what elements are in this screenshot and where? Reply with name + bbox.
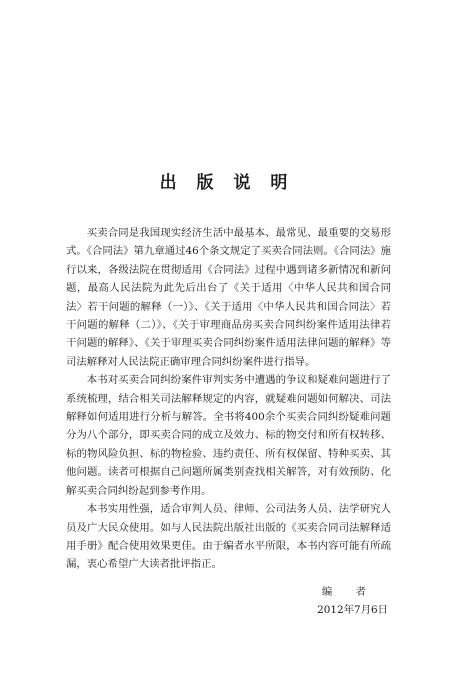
preface-body — [66, 224, 391, 574]
page-title: 出 版 说 明 — [159, 173, 295, 193]
signature-date: 2012年7月6日 — [317, 604, 388, 617]
paragraph-3: 本书实用性强，适合审判人员、律师、公司法务人员、法学研究人员及广大民众使用。如与人民法院出版社出版的《买卖合同司法解释适用手册》配合使用效果更佳。由于编者水平所限，本书内容可能有所疏漏，衷心希望广大读者批评指正。 — [66, 503, 391, 571]
paragraph-2: 本书对买卖合同纠纷案件审判实务中遭遇的争议和疑难问题进行了系统梳理，结合相关司法解释规定的内容，就疑难问题如何解决、司法解释如何适用进行分析与解答。全书将400余个买卖合同纠纷疑难问题分为八个部分，即买卖合同的成立及效力、标的物交付和所有权转移、标的物风险负担、标的物检验、违约责任、所有权保留、特种买卖、其他问题。读者可根据自己问题所属类别查找相关解答，对有效预防、化解买卖合同纠纷起到参考作用。 — [66, 374, 391, 497]
paragraph-1: 买卖合同是我国现实经济生活中最基本、最常见、最重要的交易形式。《合同法》第九章通过46个条文规定了买卖合同法则。《合同法》施行以来，各级法院在贯彻适用《合同法》过程中遇到诸多新情况和新问题，最高人民法院为此先后出台了《关于适用〈中华人民共和国合同法〉若干问题的解释（一）》、《关于适用〈中华人民共和国合同法〉若干问题的解释（二）》、《关于审理商品房买卖合同纠纷案件适用法律若干问题的解释》、《关于审理买卖合同纠纷案件适用法律问题的解释》等司法解释对人民法院正确审理合同纠纷案件进行指导。 — [66, 227, 391, 368]
signature-block — [317, 583, 388, 620]
editor-signature: 编 者 — [321, 586, 376, 598]
